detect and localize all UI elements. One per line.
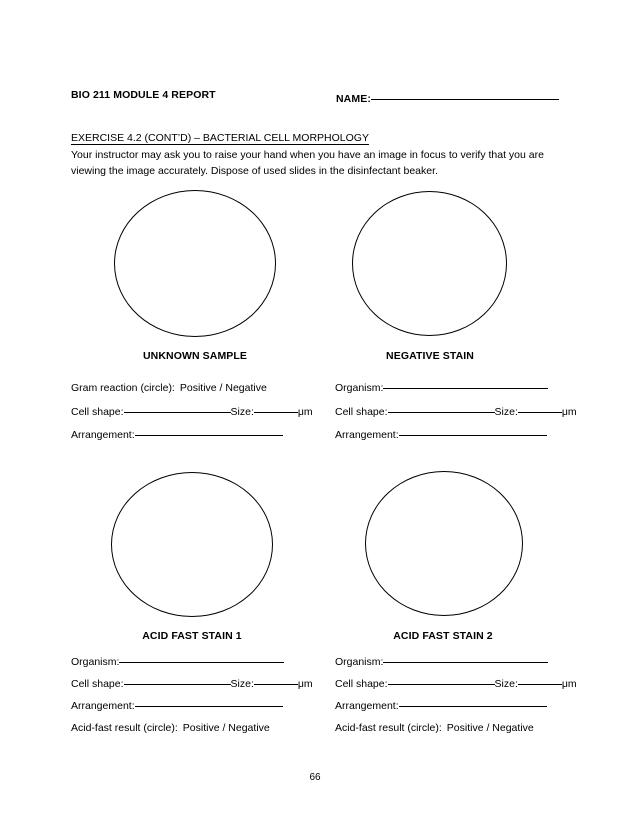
size-label: Size: [494, 405, 518, 418]
fields-unknown-sample [71, 382, 321, 453]
arrangement-label: Arrangement: [71, 429, 135, 441]
arrangement-blank[interactable] [135, 705, 283, 707]
section-title-acid-fast-stain-2: ACID FAST STAIN 2 [393, 630, 493, 642]
exercise-instructions: Your instructor may ask you to raise your hand when you have an image in focus to verify that you are viewing the image accurately. Dispose of used slides in the disinfectant beaker. [71, 149, 544, 177]
section-title-negative-stain: NEGATIVE STAIN [386, 350, 474, 362]
name-field-blank[interactable] [371, 99, 559, 100]
organism-blank[interactable] [383, 387, 548, 389]
cell-shape-blank[interactable] [124, 411, 231, 413]
acid-fast-result-label: Acid-fast result (circle): [71, 722, 178, 734]
arrangement-label: Arrangement: [335, 700, 399, 712]
fields-negative-stain [335, 382, 585, 453]
acid-fast-result-choices[interactable]: Positive / Negative [446, 722, 534, 734]
exercise-heading-text: EXERCISE 4.2 (CONT’D) – BACTERIAL CELL MORPHOLOGY [71, 132, 369, 144]
drawing-circle-acid-fast-stain-2[interactable] [365, 471, 523, 616]
field-cell-shape [335, 406, 585, 430]
organism-label: Organism: [335, 382, 384, 394]
section-title-acid-fast-stain-1: ACID FAST STAIN 1 [142, 630, 242, 642]
field-cell-shape [71, 406, 321, 430]
section-title-unknown-sample: UNKNOWN SAMPLE [142, 350, 248, 362]
cell-shape-blank[interactable] [124, 683, 231, 685]
size-unit: μm [297, 405, 313, 418]
drawing-circle-acid-fast-stain-1[interactable] [111, 472, 273, 617]
arrangement-label: Arrangement: [71, 700, 135, 712]
size-blank[interactable] [518, 411, 562, 413]
organism-blank[interactable] [119, 661, 284, 663]
size-label: Size: [230, 678, 254, 690]
cell-shape-label: Cell shape: [335, 678, 388, 690]
field-gram-reaction [71, 382, 321, 406]
organism-blank[interactable] [383, 661, 548, 663]
acid-fast-result-choices[interactable]: Positive / Negative [182, 722, 270, 734]
arrangement-blank[interactable] [135, 434, 283, 436]
field-organism [71, 656, 321, 678]
field-arrangement [335, 429, 585, 453]
drawing-circle-unknown-sample[interactable] [114, 190, 276, 337]
document-header [71, 89, 559, 105]
exercise-heading [71, 132, 369, 144]
field-arrangement [71, 429, 321, 453]
arrangement-blank[interactable] [399, 434, 547, 436]
organism-label: Organism: [71, 656, 120, 668]
size-blank[interactable] [518, 683, 562, 685]
size-unit: μm [561, 405, 577, 418]
size-unit: μm [561, 678, 577, 690]
size-label: Size: [494, 678, 518, 690]
size-blank[interactable] [254, 411, 298, 413]
field-arrangement [71, 700, 321, 722]
cell-shape-label: Cell shape: [335, 405, 388, 418]
field-organism [335, 656, 585, 678]
name-field-label: NAME: [336, 93, 371, 105]
cell-shape-label: Cell shape: [71, 678, 124, 690]
field-organism [335, 382, 585, 406]
cell-shape-blank[interactable] [388, 683, 495, 685]
arrangement-label: Arrangement: [335, 429, 399, 441]
size-label: Size: [230, 405, 254, 418]
gram-reaction-label: Gram reaction (circle): [71, 382, 175, 394]
arrangement-blank[interactable] [399, 705, 547, 707]
size-unit: μm [297, 678, 313, 690]
fields-acid-fast-stain-2 [335, 656, 585, 744]
name-field-group [336, 89, 559, 107]
field-cell-shape [335, 678, 585, 700]
gram-reaction-choices[interactable]: Positive / Negative [179, 382, 267, 394]
field-acid-fast-result [335, 722, 585, 744]
page-title: BIO 211 MODULE 4 REPORT [71, 89, 216, 101]
page-number: 66 [309, 772, 321, 783]
field-acid-fast-result [71, 722, 321, 744]
size-blank[interactable] [254, 683, 298, 685]
fields-acid-fast-stain-1 [71, 656, 321, 744]
organism-label: Organism: [335, 656, 384, 668]
drawing-circle-negative-stain[interactable] [352, 191, 507, 336]
cell-shape-label: Cell shape: [71, 405, 124, 418]
field-arrangement [335, 700, 585, 722]
acid-fast-result-label: Acid-fast result (circle): [335, 722, 442, 734]
cell-shape-blank[interactable] [388, 411, 495, 413]
field-cell-shape [71, 678, 321, 700]
